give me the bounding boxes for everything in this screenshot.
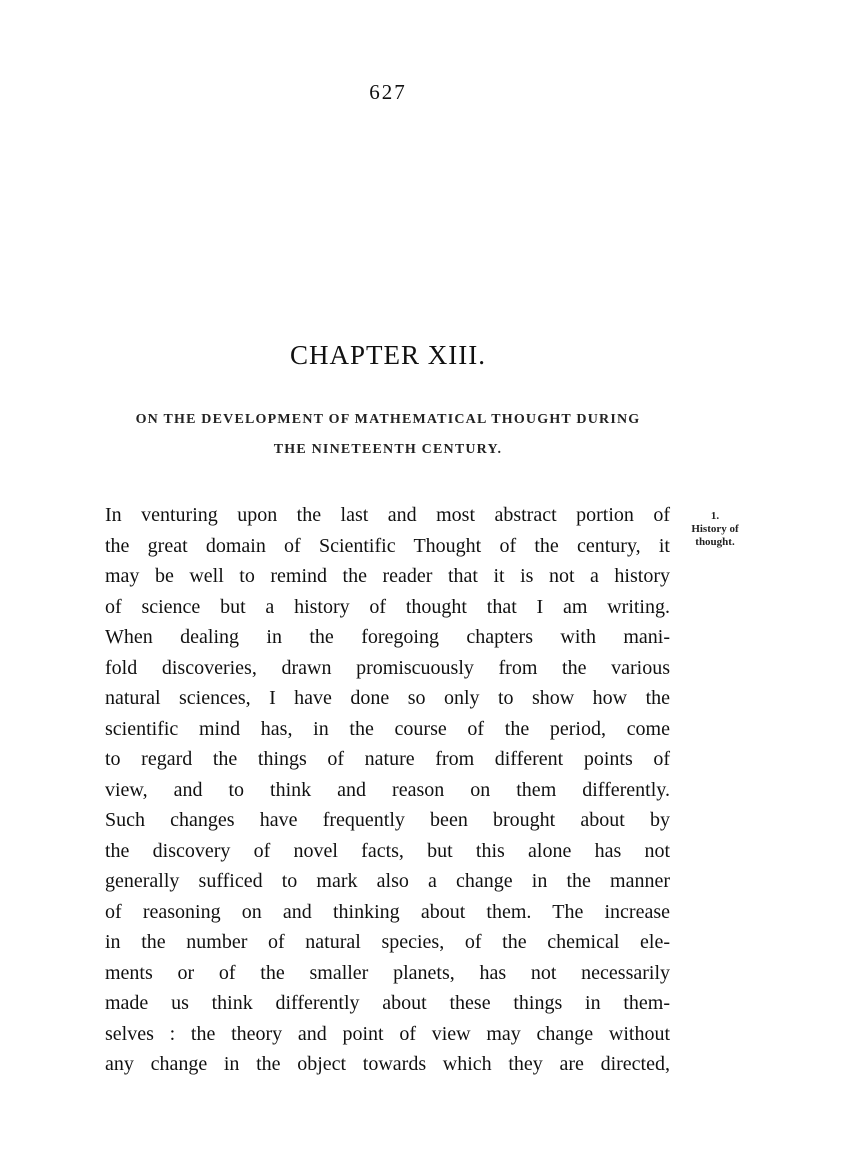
- text-line: to regard the things of nature from different points of: [105, 748, 670, 770]
- chapter-subtitle-line-2: THE NINETEENTH CENTURY.: [273, 442, 503, 457]
- marginal-note-number: 1.: [710, 510, 720, 522]
- body-paragraph: [105, 500, 670, 1080]
- text-line: the discovery of novel facts, but this alone has not: [105, 839, 670, 862]
- page-number: 627: [369, 80, 407, 104]
- text-line: In venturing upon the last and most abstract portion of: [105, 504, 670, 526]
- text-line: selves : the theory and point of view may change without: [105, 1022, 670, 1045]
- text-line: the great domain of Scientific Thought of the century, it: [105, 534, 670, 557]
- text-line: Such changes have frequently been brought about by: [105, 809, 670, 831]
- text-line: generally sufficed to mark also a change in the manner: [105, 870, 670, 892]
- text-line: of science but a history of thought that I am writing.: [105, 595, 670, 618]
- chapter-title: CHAPTER XIII.: [290, 340, 486, 370]
- text-line: When dealing in the foregoing chapters with mani-: [105, 626, 670, 648]
- text-line: made us think differently about these things in them-: [105, 992, 670, 1014]
- text-line: of reasoning on and thinking about them. The increase: [105, 900, 670, 923]
- chapter-subtitle-line-1: ON THE DEVELOPMENT OF MATHEMATICAL THOUGHT DURING: [135, 412, 641, 427]
- marginal-note-line-2: thought.: [695, 536, 735, 548]
- text-line: ments or of the smaller planets, has not necessarily: [105, 961, 670, 984]
- text-line: scientific mind has, in the course of the period, come: [105, 717, 670, 740]
- marginal-note-line-1: History of: [691, 523, 739, 535]
- text-line: may be well to remind the reader that it is not a history: [105, 565, 670, 587]
- text-line: fold discoveries, drawn promiscuously from the various: [105, 656, 670, 679]
- text-line: any change in the object towards which they are directed,: [105, 1053, 670, 1075]
- text-line: natural sciences, I have done so only to show how the: [105, 687, 670, 709]
- text-line: view, and to think and reason on them differently.: [105, 778, 670, 801]
- text-line: in the number of natural species, of the chemical ele-: [105, 931, 670, 953]
- marginal-note: [675, 510, 755, 549]
